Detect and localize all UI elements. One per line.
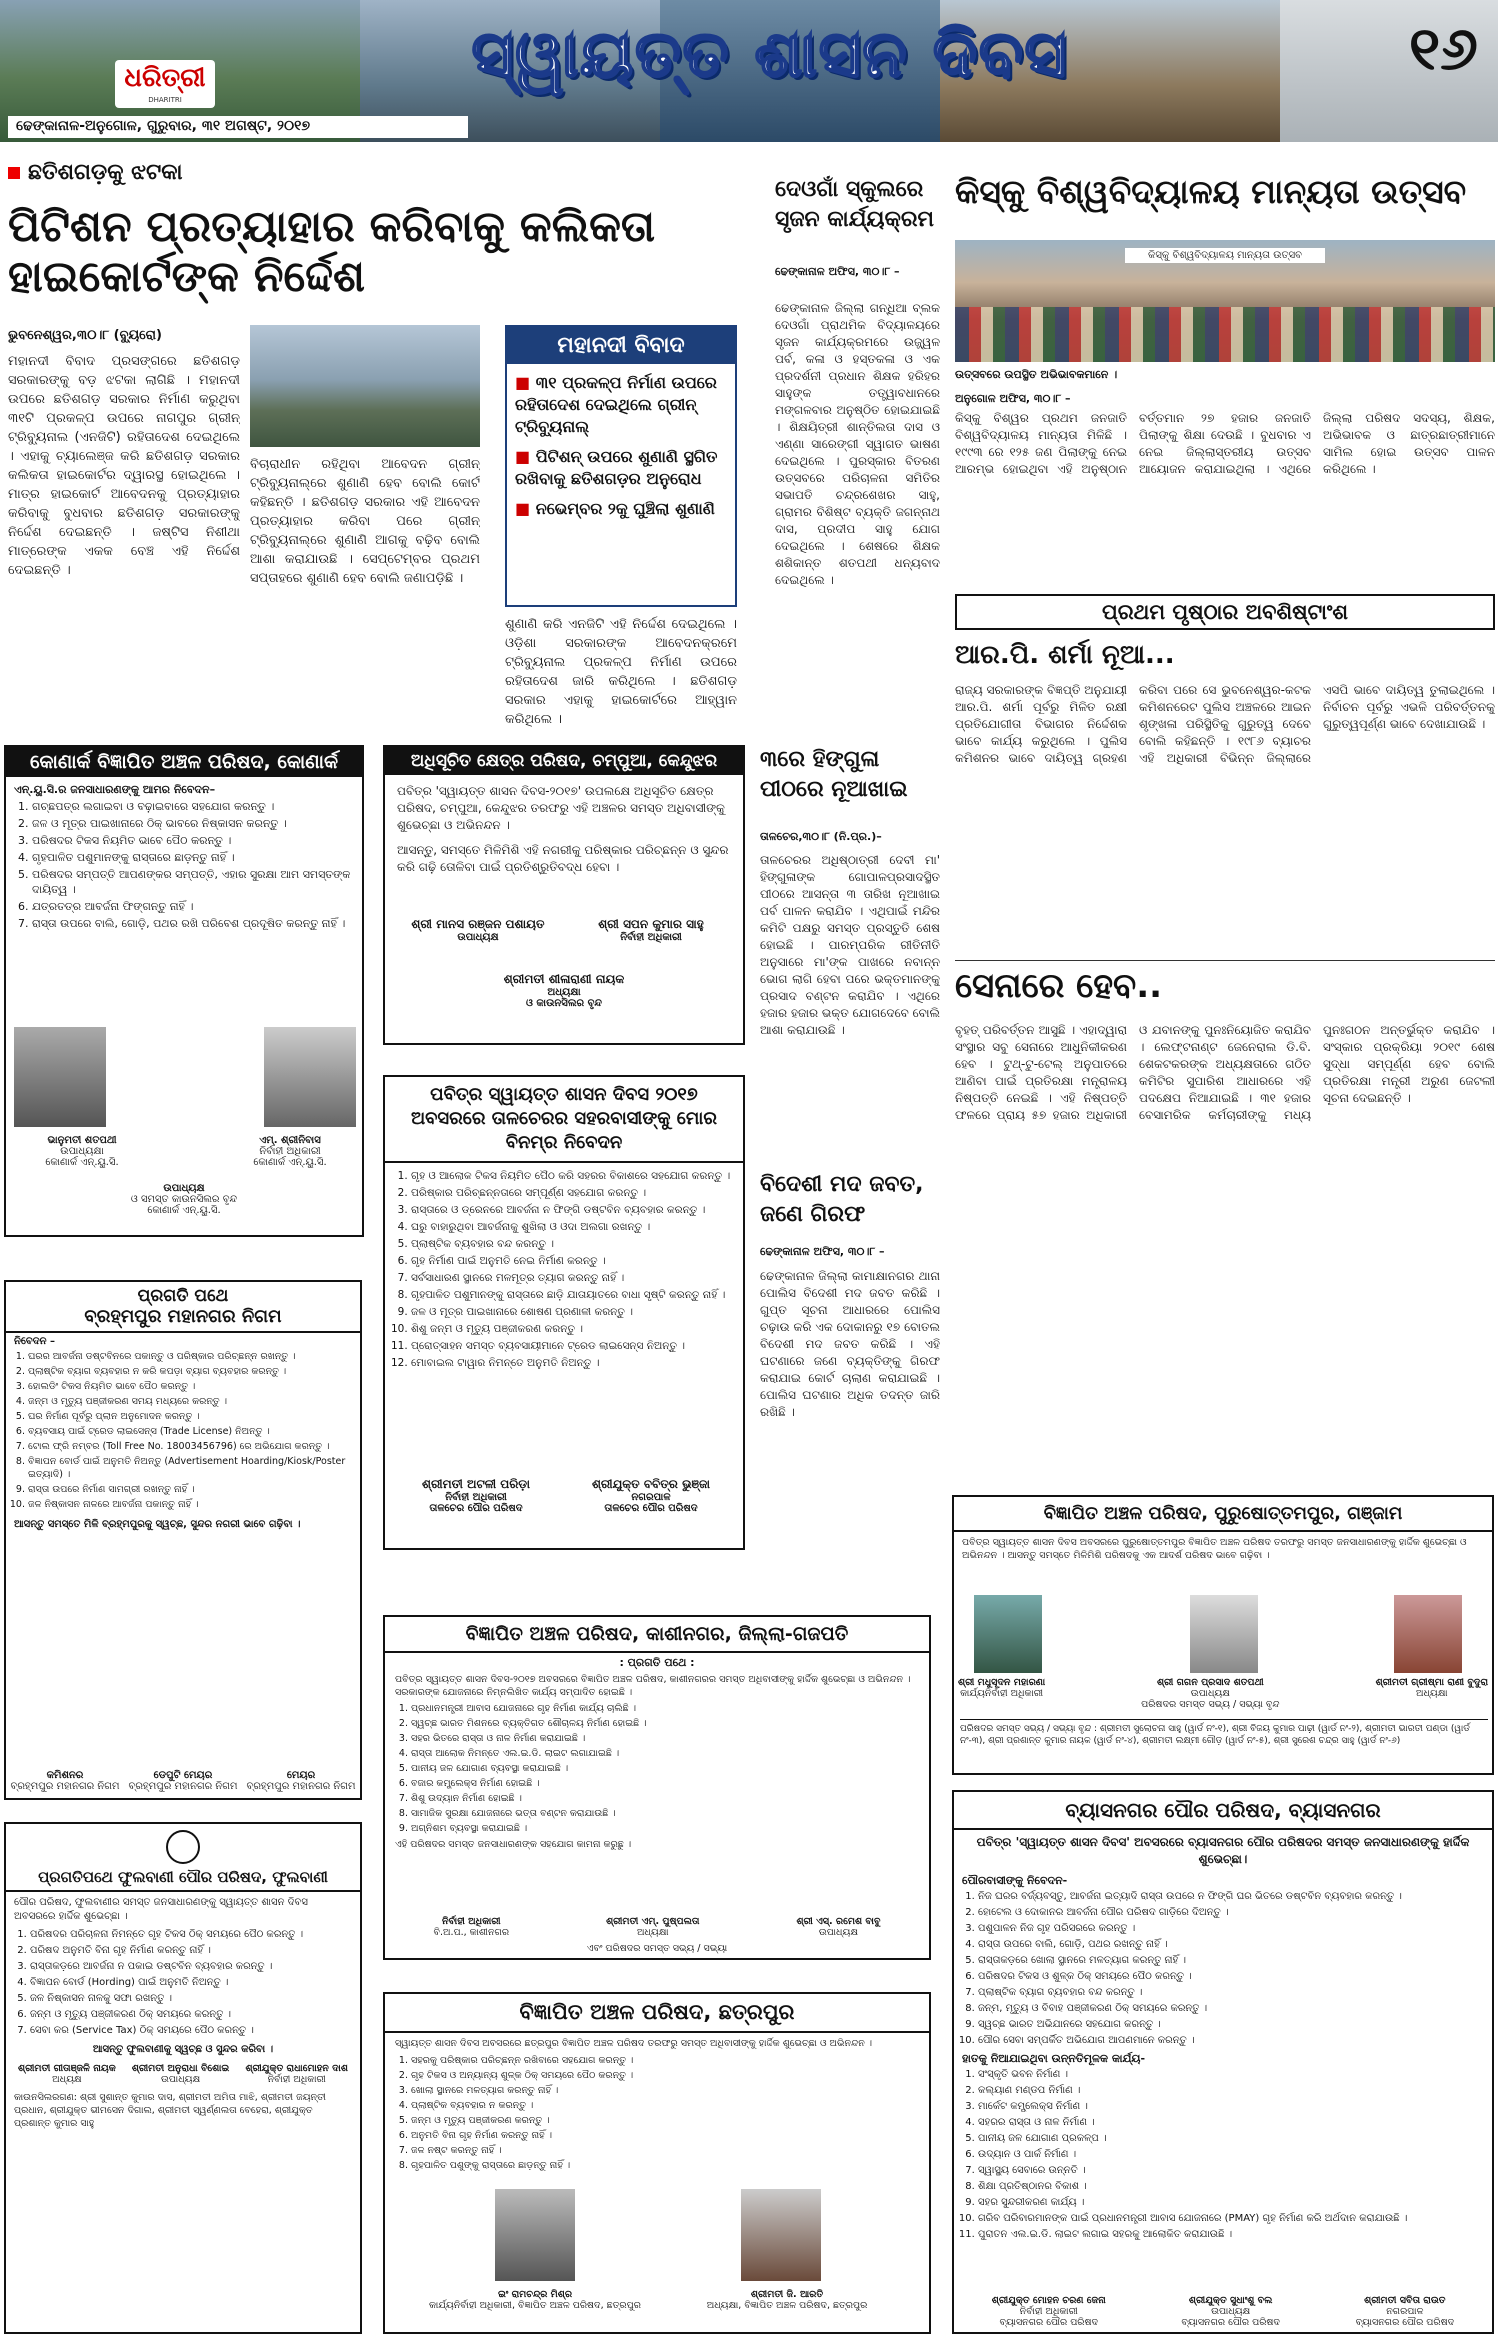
story1-title: ଆର.ପି. ଶର୍ମା ନୂଆ... [955, 640, 1175, 670]
list-item: 2. ପରିଷଦ ଅନୁମତି ବିନା ଗୃହ ନିର୍ମାଣ କରନ୍ତୁ ନାହିଁ । [30, 1944, 352, 1958]
talcher-list [385, 1163, 743, 1371]
talcher-sig1: ଶ୍ରୀମତୀ ଅଟଳୀ ପରିଡ଼ା ନିର୍ବାହୀ ଅଧିକାରୀ ତାଳଚେର ପୌର ପରିଷଦ [422, 1477, 530, 1514]
kicker-text: ଛତିଶଗଡ଼କୁ ଝଟକା [28, 160, 183, 185]
list-item: 8. ଶିକ୍ଷା ପ୍ରତିଷ୍ଠାନର ବିକାଶ । [978, 2180, 1484, 2194]
byasanagar-sig1: ଶ୍ରୀଯୁକ୍ତ ମୋହନ ଚରଣ ଜେନା ନିର୍ବାହୀ ଅଧିକାରୀ ବ୍ୟାସନଗର ପୌର ପରିଷଦ [991, 2295, 1106, 2328]
page-title: ସ୍ୱାୟତ୍ତ ଶାସନ ଦିବସ [471, 18, 1069, 92]
list-item: 5. ରାସ୍ତାକଡ଼ରେ ଖୋଲା ସ୍ଥାନରେ ମଳତ୍ୟାଗ କରନ୍ତୁ ନାହିଁ । [978, 1954, 1484, 1968]
chhatrapur-list [385, 2054, 929, 2172]
purushottampur-photo-1 [974, 1595, 1042, 1673]
purushottampur-intro: ପବିତ୍ର ସ୍ୱାୟତ୍ତ ଶାସନ ଦିବସ ଅବସରରେ ପୁରୁଷୋତ୍ତମପୁର ବିଜ୍ଞାପିତ ଅଞ୍ଚଳ ପରିଷଦ ତରଫରୁ ସମସ୍ତ ଜନସାଧାରଣଙ୍କୁ ହାର୍ଦ୍ଦିକ ଶୁଭେଚ୍ଛା ଓ ଅଭିନନ୍ଦନ । ଆସନ୍ତୁ ସମସ୍ତେ ମିଳିମିଶି ପରିଷଦକୁ ଏକ ଆଦର୍ଶ ପରିଷଦ ଭାବେ ଗଢ଼ିବା । [962, 1537, 1467, 1561]
kashinagar-closing: ଏହି ପରିଷଦର ସମସ୍ତ ଜନସାଧାରଣଙ୍କ ସହଯୋଗ କାମନା କରୁଛୁ । [395, 1839, 632, 1850]
brahmapur-intro: ନିବେଦନ – [14, 1336, 55, 1347]
list-item: 1. ନିଜ ଘରର ବର୍ଜ୍ୟବସ୍ତୁ, ଆବର୍ଜନା ଇତ୍ୟାଦି ରାସ୍ତା ଉପରେ ନ ଫିଙ୍ଗି ଘର ଭିତରେ ଡଷ୍ଟବିନ ବ୍ୟବହାର କରନ୍ତୁ । [978, 1890, 1484, 1904]
phulbani-list [6, 1928, 360, 2038]
divider [955, 960, 1495, 961]
list-item: 4. ଗୃହପାଳିତ ପଶୁମାନଙ୍କୁ ରାସ୍ତାରେ ଛାଡ଼ନ୍ତୁ ନାହିଁ । [32, 850, 352, 865]
purushottampur-ad [952, 1495, 1494, 1775]
byasanagar-sig3: ଶ୍ରୀମତୀ ସବିତା ରାଉତ ନଗରପାଳ ବ୍ୟାସନଗର ପୌର ପରିଷଦ [1355, 2295, 1455, 2328]
list-item: 2. ପରିଷ୍କାର ପରିଚ୍ଛନ୍ନତାରେ ସମ୍ପୂର୍ଣ୍ଣ ସହଯୋଗ କରନ୍ତୁ । [411, 1186, 733, 1201]
phulbani-intro: ପୌର ପରିଷଦ, ଫୁଲବାଣୀର ସମସ୍ତ ଜନସାଧାରଣଙ୍କୁ ସ୍ୱାୟତ୍ତ ଶାସନ ଦିବସ ଅବସରରେ ହାର୍ଦ୍ଦିକ ଶୁଭେଚ୍ଛା । [14, 1897, 308, 1922]
kashinagar-intro: ପବିତ୍ର ସ୍ୱାୟତ୍ତ ଶାସନ ଦିବସ-୨୦୧୭ ଅବସରରେ ବିଜ୍ଞାପିତ ଅଞ୍ଚଳ ପରିଷଦ, କାଶୀନଗରର ସମସ୍ତ ଅଧିବାସୀଙ୍କୁ ହାର୍ଦ୍ଦିକ ଶୁଭେଚ୍ଛା ଓ ଅଭିନନ୍ଦନ । ସରକାରଙ୍କ ଯୋଜନାରେ ନିମ୍ନଲିଖିତ କାର୍ଯ୍ୟ ସମ୍ପାଦିତ ହୋଇଛି । [395, 1674, 911, 1698]
list-item: 3. ସହର ଭିତରେ ରାସ୍ତା ଓ ନାଳ ନିର୍ମାଣ କରାଯାଇଛି । [411, 1732, 919, 1745]
list-item: 1. ପ୍ରଧାନମନ୍ତ୍ରୀ ଆବାସ ଯୋଜନାରେ ଗୃହ ନିର୍ମାଣ କାର୍ଯ୍ୟ ଚାଲିଛି । [411, 1702, 919, 1715]
page-number: ୧୬ [1409, 14, 1478, 84]
lead-col1: ମହାନଦୀ ବିବାଦ ପ୍ରସଙ୍ଗରେ ଛତିଶଗଡ଼ ସରକାରଙ୍କୁ ବଡ଼ ଝଟକା ଲାଗିଛି । ମହାନଦୀ ଉପରେ ଛତିଶଗଡ଼ ସରକାର ନିର୍ମାଣ କରୁଥିବା ୩୧ଟି ପ୍ରକଳ୍ପ ଉପରେ ନାଗପୁର ଗ୍ରୀନ୍ ଟ୍ରିବ୍ୟୁନାଲ (ଏନଜିଟି) ରହିତାଦେଶ ଦେଇଥିଲେ । ଏହାକୁ ଚ୍ୟାଲେଞ୍ଜ କରି ଛତିଶଗଡ଼ ସରକାର କଲିକତା ହାଇକୋର୍ଟର ଦ୍ୱାରସ୍ଥ ହୋଇଥିଲେ । ମାତ୍ର ହାଇକୋର୍ଟ ଆବେଦନକୁ ପ୍ରତ୍ୟାହାର କରିବାକୁ ବୁଧବାର ଛତିଶଗଡ଼ ସରକାରଙ୍କୁ ନିର୍ଦ୍ଦେଶ ଦେଇଛନ୍ତି । ଜଷ୍ଟିସ ନିଶୀଥା ମାତ୍ରେଙ୍କ ଏକକ ବେଞ୍ଚ ଏହି ନିର୍ଦ୍ଦେଶ ଦେଇଛନ୍ତି । [8, 354, 240, 578]
konark-intro: ଏନ୍.ୟୁ.ସି.ର ଜନସାଧାରଣଙ୍କୁ ଆମର ନିବେଦନ– [14, 783, 216, 796]
lead-headline: ପିଟିଶନ ପ୍ରତ୍ୟାହାର କରିବାକୁ କଲିକତା ହାଇକୋର୍ଟଙ୍କ ନିର୍ଦ୍ଦେଶ [8, 202, 656, 302]
list-item: 2. ସ୍ୱଚ୍ଛ ଭାରତ ମିଶନରେ ବ୍ୟକ୍ତିଗତ ଶୌଚାଳୟ ନିର୍ମାଣ ହୋଇଛି । [411, 1717, 919, 1730]
phulbani-closing: ଆସନ୍ତୁ ଫୁଲବାଣୀକୁ ସ୍ୱଚ୍ଛ ଓ ସୁନ୍ଦର କରିବା । [92, 2044, 274, 2055]
konark-ad [4, 745, 364, 1237]
list-item: 5. ପ୍ଲାଷ୍ଟିକ ବ୍ୟବହାର ବନ୍ଦ କରନ୍ତୁ । [411, 1237, 733, 1252]
kisku-photo [955, 240, 1495, 362]
phulbani-sig2: ଶ୍ରୀମତୀ ଅନୁରାଧା ବିଶୋଇ ଉପାଧ୍ୟକ୍ଷ [131, 2063, 230, 2085]
list-item: 4. ରାସ୍ତା ଉପରେ ବାଲି, ଗୋଡ଼ି, ପଥର ରଖନ୍ତୁ ନାହିଁ । [978, 1938, 1484, 1952]
kashinagar-sig1: ନିର୍ବାହୀ ଅଧିକାରୀ ବି.ଅ.ପ., କାଶୀନଗର [433, 1916, 510, 1938]
list-item: 7. ସେବା କର (Service Tax) ଠିକ୍ ସମୟରେ ପୈଠ କରନ୍ତୁ । [30, 2024, 352, 2038]
list-item: 3. ରାସ୍ତାକଡ଼ରେ ଆବର୍ଜନା ନ ପକାଇ ଡଷ୍ଟବିନ ବ୍ୟବହାର କରନ୍ତୁ । [30, 1960, 352, 1974]
kashinagar-sigs [385, 1916, 929, 1938]
dharitri-logo [115, 60, 215, 108]
list-item: 4. ଘରୁ ବାହାରୁଥିବା ଆବର୍ଜନାକୁ ଶୁଖିଲା ଓ ଓଦା ଅଲଗା ରଖନ୍ତୁ । [411, 1220, 733, 1235]
list-item: 8. ବିଜ୍ଞାପନ ବୋର୍ଡ ପାଇଁ ଅନୁମତି ନିଅନ୍ତୁ (Advertisement Hoarding/Kiosk/Poster ଇତ୍ୟାଦି) । [28, 1455, 352, 1481]
list-item: 5. ଜନ୍ମ ଓ ମୃତ୍ୟୁ ପଞ୍ଜୀକରଣ କରନ୍ତୁ । [411, 2114, 919, 2127]
byasanagar-requests [954, 1890, 1492, 2048]
kicker-bullet-icon [8, 167, 20, 179]
purushottampur-photo-2 [1190, 1595, 1258, 1673]
chhatrapur-sig2: ଶ୍ରୀମତୀ ଜି. ଆରତି ଅଧ୍ୟକ୍ଷା, ବିଜ୍ଞାପିତ ଅଞ୍ଚଳ ପରିଷଦ, ଛତ୍ରପୁର [706, 2289, 868, 2311]
phulbani-councillors: କାଉନସିଲରଗଣ: ଶ୍ରୀ ସୁଶାନ୍ତ କୁମାର ଦାସ, ଶ୍ରୀମତୀ ଅମିତା ମାଝି, ଶ୍ରୀମତୀ ଜୟନ୍ତୀ ପ୍ରଧାନ, ଶ୍ରୀଯୁକ୍ତ ଭୀମସେନ ଦିଗାଲ, ଶ୍ରୀମତୀ ସ୍ୱର୍ଣ୍ଣଲତା ବେହେରା, ଶ୍ରୀଯୁକ୍ତ ପ୍ରଶାନ୍ତ କୁମାର ସାହୁ [14, 2092, 326, 2129]
purushottampur-members: ପରିଷଦର ସମସ୍ତ ସଭ୍ୟ / ସଭ୍ୟା ବୃନ୍ଦ : ଶ୍ରୀମତୀ ସୁଲୋଚନା ସାହୁ (ୱାର୍ଡ ନଂ-୧), ଶ୍ରୀ ବିଜୟ କୁମାର ପାଢ଼ୀ (ୱାର୍ଡ ନଂ-୨), ଶ୍ରୀମତୀ ଭାରତୀ ପଣ୍ଡା (ୱାର୍ଡ ନଂ-୩), ଶ୍ରୀ ପ୍ରଶାନ୍ତ କୁମାର ନାୟକ (ୱାର୍ଡ ନଂ-୪), ଶ୍ରୀମତୀ ଲକ୍ଷ୍ମୀ ଗୌଡ଼ (ୱାର୍ଡ ନଂ-୫), ଶ୍ରୀ ସୁରେଶ ଚନ୍ଦ୍ର ସାହୁ (ୱାର୍ଡ ନଂ-୬) [960, 1719, 1488, 1747]
list-item: 5. ପାନୀୟ ଜଳ ଯୋଗାଣ ପ୍ରକଳ୍ପ । [978, 2132, 1484, 2146]
list-item: 5. ପରିଷଦର ସମ୍ପତ୍ତି ଆପଣଙ୍କର ସମ୍ପତ୍ତି, ଏହାର ସୁରକ୍ଷା ଆମ ସମସ୍ତଙ୍କ ଦାୟିତ୍ୱ । [32, 867, 352, 897]
story1-body: ରାଜ୍ୟ ସରକାରଙ୍କ ବିଜ୍ଞପ୍ତି ଅନୁଯାୟୀ ଆର.ପି. ଶର୍ମା ପୂର୍ବରୁ ମିଳିତ ରକ୍ଷୀ ପ୍ରତିଯୋଗୀତା ବିଭାଗର ନିର୍ଦ୍ଦେଶକ ଭାବେ କାର୍ଯ୍ୟ କରୁଥିଲେ । ପୁଲିସ କମିଶନର ଭାବେ ଦାୟିତ୍ୱ ଗ୍ରହଣ କରିବା ପରେ ସେ ଭୁବନେଶ୍ୱର-କଟକ କମିଶନରେଟ ପୁଲିସ ଅଞ୍ଚଳରେ ଆଇନ ଶୃଙ୍ଖଳା ପରିସ୍ଥିତିକୁ ଗୁରୁତ୍ୱ ଦେବେ ବୋଲି କହିଛନ୍ତି । ୧୯୮୬ ବ୍ୟାଚର ଏହି ଅଧିକାରୀ ବିଭିନ୍ନ ଜିଲ୍ଲାରେ ଏସପି ଭାବେ ଦାୟିତ୍ୱ ତୁଲାଇଥିଲେ । ନିର୍ବାଚନ ପୂର୍ବରୁ ଏଭଳି ପରିବର୍ତ୍ତନକୁ ଗୁରୁତ୍ୱପୂର୍ଣ୍ଣ ଭାବେ ଦେଖାଯାଉଛି । [955, 683, 1495, 765]
purushottampur-sig3: ଶ୍ରୀମତୀ ଗ୍ରୀଷ୍ମା ରାଣୀ ବୁଦୁରା ଅଧ୍ୟକ୍ଷା [1375, 1677, 1488, 1699]
chhatrapur-ad [383, 1992, 931, 2334]
list-item: 3. ପରିଷଦର ଟିକସ ନିୟମିତ ଭାବେ ପୈଠ କରନ୍ତୁ । [32, 833, 352, 848]
konark-sig1: ଭାନୁମତୀ ଶତପଥୀ ଉପାଧ୍ୟକ୍ଷା କୋଣାର୍କ ଏନ୍.ୟୁ.ସି. [45, 1135, 119, 1168]
list-item: 4. ବିଜ୍ଞାପନ ବୋର୍ଡ (Hording) ପାଇଁ ଅନୁମତି ନିଅନ୍ତୁ । [30, 1976, 352, 1990]
brahmapur-sigs [6, 1770, 360, 1792]
brahmapur-sig3: ମେୟର ବ୍ରହ୍ମପୁର ମହାନଗର ନିଗମ [246, 1770, 356, 1792]
byasanagar-req-head: ପୌରବାସୀଙ୍କୁ ନିବେଦନ- [962, 1874, 1068, 1887]
hinglaj-dateline: ତାଳଚେର,୩୦।୮ (ନି.ପ୍ର.)– [760, 830, 882, 843]
first-page-rest-banner: ପ୍ରଥମ ପୃଷ୍ଠାର ଅବଶିଷ୍ଟାଂଶ [955, 594, 1495, 630]
list-item: 3. ପଶୁପାଳନ ନିଜ ଗୃହ ପରିସରରେ କରନ୍ତୁ । [978, 1922, 1484, 1936]
chhatrapur-photo-1 [495, 2189, 575, 2281]
kisku-body: କିସ୍‌କୁ ବିଶ୍ୱର ପ୍ରଥମ ଜନଜାତି ବିଶ୍ୱବିଦ୍ୟାଳୟ ମାନ୍ୟତା ମିଳିଛି । ୧୯୯୩ ରେ ୧୨୫ ଜଣ ପିଲାଙ୍କୁ ନେଇ ଆରମ୍ଭ ହୋଇଥିବା ଏହି ଅନୁଷ୍ଠାନ ବର୍ତ୍ତମାନ ୨୭ ହଜାର ଜନଜାତି ପିଲାଙ୍କୁ ଶିକ୍ଷା ଦେଉଛି । ବୁଧବାର ଏ ନେଇ ଜିଲ୍ଲାସ୍ତରୀୟ ଉତ୍ସବ ଆୟୋଜନ କରାଯାଇଥିଲା । ଏଥିରେ ଜିଲ୍ଲା ପରିଷଦ ସଦସ୍ୟ, ଶିକ୍ଷକ, ଅଭିଭାବକ ଓ ଛାତ୍ରଛାତ୍ରୀମାନେ ସାମିଲ ହୋଇ ଉତ୍ସବ ପାଳନ କରିଥିଲେ । [955, 411, 1495, 476]
talcher-sig2: ଶ୍ରୀଯୁକ୍ତ ବବିତ୍ର ଭୁଞ୍ଜା ନଗରପାଳ ତାଳଚେର ପୌର ପରିଷଦ [591, 1477, 711, 1514]
chhatrapur-title: ବିଜ୍ଞାପିତ ଅଞ୍ଚଳ ପରିଷଦ, ଛତ୍ରପୁର [385, 1994, 929, 2033]
lead-col3: ଶୁଣାଣି କରି ଏନଜିଟି ଏହି ନିର୍ଦ୍ଦେଶ ଦେଇଥିଲେ । ଓଡ଼ିଶା ସରକାରଙ୍କ ଆବେଦନକ୍ରମେ ଟ୍ରିବ୍ୟୁନାଲ ପ୍ରକଳ୍ପ ନିର୍ମାଣ ଉପରେ ରହିତାଦେଶ ଜାରି କରିଥିଲେ । ଛତିଶଗଡ଼ ସରକାର ଏହାକୁ ହାଇକୋର୍ଟରେ ଆହ୍ୱାନ କରିଥିଲେ । [505, 617, 737, 727]
list-item: 6. ଯତ୍ରତତ୍ର ଆବର୍ଜନା ଫିଙ୍ଗନ୍ତୁ ନାହିଁ । [32, 899, 352, 914]
brahmapur-sig1: କମିଶନର ବ୍ରହ୍ମପୁର ମହାନଗର ନିଗମ [10, 1770, 120, 1792]
factbox-point-2: ■ ପିଟିଶନ୍ ଉପରେ ଶୁଣାଣି ସ୍ଥଗିତ ରଖିବାକୁ ଛତିଶଗଡ଼ର ଅନୁରୋଧ [515, 447, 718, 488]
kashinagar-ad [383, 1615, 931, 1960]
kashinagar-subtitle: : ପ୍ରଗତି ପଥେ : [619, 1656, 695, 1669]
story2-body: ବୃହତ୍ ପରିବର୍ତ୍ତନ ଆସୁଛି । ଏହାଦ୍ୱାରା ସଂସ୍ଥାର ସବୁ ସେନାରେ ଆଧୁନିକୀକରଣ ହେବ । ଟୁଥ୍-ଟୁ-ଟେଲ୍ ଅନୁପାତରେ ଆଣିବା ପାଇଁ ପ୍ରତିରକ୍ଷା ମନ୍ତ୍ରାଳୟ ନିଷ୍ପତ୍ତି ନେଇଛି । ଏହି ନିଷ୍ପତ୍ତି ଫଳରେ ପ୍ରାୟ ୫୭ ହଜାର ଅଧିକାରୀ ଓ ଯବାନଙ୍କୁ ପୁନଃନିୟୋଜିତ କରାଯିବ । ଲେଫ୍ଟନାଣ୍ଟ ଜେନେରାଲ ଡି.ବି. ଶେକଟକରଙ୍କ ଅଧ୍ୟକ୍ଷତାରେ ଗଠିତ କମିଟିର ସୁପାରିଶ ଆଧାରରେ ଏହି ପଦକ୍ଷେପ ନିଆଯାଇଛି । ୩୧ ହଜାର ବେସାମରିକ କର୍ମଚାରୀଙ୍କୁ ମଧ୍ୟ ପୁନଃଗଠନ ଅନ୍ତର୍ଭୁକ୍ତ କରାଯିବ । ସଂସ୍କାର ପ୍ରକ୍ରିୟା ୨୦୧୯ ଶେଷ ସୁଦ୍ଧା ସମ୍ପୂର୍ଣ୍ଣ ହେବ ବୋଲି ପ୍ରତିରକ୍ଷା ମନ୍ତ୍ରୀ ଅରୁଣ ଜେଟଲୀ ସୂଚନା ଦେଇଛନ୍ତି । [955, 1023, 1495, 1122]
list-item: 7. ଶିଶୁ ଉଦ୍ୟାନ ନିର୍ମାଣ ହୋଇଛି । [411, 1792, 919, 1805]
lead-col2: ବିଚାରାଧୀନ ରହିଥିବା ଆବେଦନ ଗ୍ରୀନ୍ ଟ୍ରିବ୍ୟୁନାଲ୍‌ରେ ଶୁଣାଣି ହେବ ବୋଲି କୋର୍ଟ କହିଛନ୍ତି । ଛତିଶଗଡ଼ ସରକାର ଏହି ଆବେଦନ ପ୍ରତ୍ୟାହାର କରିବା ପରେ ଗ୍ରୀନ୍ ଟ୍ରିବ୍ୟୁନାଲ୍‌ରେ ଶୁଣାଣି ଆଗକୁ ବଢ଼ିବ ବୋଲି ଆଶା କରାଯାଉଛି । ସେପ୍ଟେମ୍ବର ପ୍ରଥମ ସପ୍ତାହରେ ଶୁଣାଣି ହେବ ବୋଲି ଜଣାପଡ଼ିଛି । [250, 457, 480, 586]
konark-sig2: ଏମ୍. ଶ୍ରୀନିବାସ ନିର୍ବାହୀ ଅଧିକାରୀ କୋଣାର୍କ ଏନ୍.ୟୁ.ସି. [253, 1135, 327, 1168]
talcher-ad [383, 1075, 745, 1550]
kashinagar-title: ବିଜ୍ଞାପିତ ଅଞ୍ଚଳ ପରିଷଦ, କାଶୀନଗର, ଜିଲ୍ଲା-ଗଜପତି [385, 1617, 929, 1653]
list-item: 6. ବଜାର କମ୍ପ୍ଲେକ୍ସ ନିର୍ମାଣ ହୋଇଛି । [411, 1777, 919, 1790]
list-item: 3. ଖୋଲା ସ୍ଥାନରେ ମଳତ୍ୟାଗ କରନ୍ତୁ ନାହିଁ । [411, 2084, 919, 2097]
list-item: 5. ଘର ନିର୍ମାଣ ପୂର୍ବରୁ ପ୍ଲାନ ଅନୁମୋଦନ କରନ୍ତୁ । [28, 1410, 352, 1423]
brahmapur-title1: ପ୍ରଗତି ପଥେ [137, 1286, 229, 1306]
list-item: 10. ଶିଶୁ ଜନ୍ମ ଓ ମୃତ୍ୟୁ ପଞ୍ଜୀକରଣ କରନ୍ତୁ । [411, 1322, 733, 1337]
kisku-banner: କିସ୍‌କୁ ବିଶ୍ୱବିଦ୍ୟାଳୟ ମାନ୍ୟତା ଉତ୍ସବ [1125, 248, 1325, 263]
byasanagar-title: ବ୍ୟାସନଗର ପୌର ପରିଷଦ, ବ୍ୟାସନଗର [954, 1792, 1492, 1830]
lead-kicker [8, 160, 748, 190]
logo-text: ଧରିତ୍ରୀ [124, 63, 206, 93]
list-item: 7. ସର୍ବସାଧାରଣ ସ୍ଥାନରେ ମଳମୂତ୍ର ତ୍ୟାଗ କରନ୍ତୁ ନାହିଁ । [411, 1271, 733, 1286]
list-item: 3. ମାର୍କେଟ କମ୍ପ୍ଲେକ୍ସ ନିର୍ମାଣ । [978, 2100, 1484, 2114]
mahanadi-factbox [505, 325, 737, 607]
list-item: 12. ମୋବାଇଲ ଟାୱାର ନିମନ୍ତେ ଅନୁମତି ନିଅନ୍ତୁ । [411, 1356, 733, 1371]
phulbani-ad [4, 1822, 362, 2334]
phulbani-sigs [6, 2059, 360, 2089]
purushottampur-sigs [954, 1677, 1492, 1710]
kisku-dateline: ଅନୁଗୋଳ ଅଫିସ, ୩୦।୮ – [955, 392, 1071, 405]
kisku-crowd [955, 307, 1495, 362]
konark-photo-2 [264, 1027, 356, 1127]
kashinagar-list [385, 1702, 929, 1835]
byasanagar-subtitle: ପବିତ୍ର 'ସ୍ୱାୟତ୍ତ ଶାସନ ଦିବସ' ଅବସରରେ ବ୍ୟାସନଗର ପୌର ପରିଷଦର ସମସ୍ତ ଜନସାଧାରଣଙ୍କୁ ହାର୍ଦ୍ଦିକ ଶୁଭେଚ୍ଛା। [976, 1835, 1470, 1866]
list-item: 9. ଅଗ୍ନିଶମ ବ୍ୟବସ୍ଥା କରାଯାଇଛି । [411, 1822, 919, 1835]
list-item: 7. ପ୍ଲାଷ୍ଟିକ ବ୍ୟାଗ ବ୍ୟବହାର ବନ୍ଦ କରନ୍ତୁ । [978, 1986, 1484, 2000]
champua-body: ପବିତ୍ର 'ସ୍ୱାୟତ୍ତ ଶାସନ ଦିବସ-୨୦୧୭' ଉପଲକ୍ଷେ ଅଧିସୂଚିତ କ୍ଷେତ୍ର ପରିଷଦ, ଚମ୍ପୁଆ, କେନ୍ଦୁଝର ତରଫରୁ ଏହି ଅଞ୍ଚଳର ସମସ୍ତ ଅଧିବାସୀଙ୍କୁ ଶୁଭେଚ୍ଛା ଓ ଅଭିନନ୍ଦନ । [397, 784, 725, 832]
list-item: 9. ସ୍ୱଚ୍ଛ ଭାରତ ଅଭିଯାନରେ ସହଯୋଗ କରନ୍ତୁ । [978, 2018, 1484, 2032]
byasanagar-work-head: ହାତକୁ ନିଆଯାଇଥିବା ଉନ୍ନତିମୂଳକ କାର୍ଯ୍ୟ- [962, 2052, 1146, 2065]
list-item: 7. ସ୍ୱାସ୍ଥ୍ୟ ସେବାରେ ଉନ୍ନତି । [978, 2164, 1484, 2178]
liquor-headline: ବିଦେଶୀ ମଦ ଜବତ, ଜଣେ ଗିରଫ [760, 1172, 924, 1227]
champua-sig3: ଶ୍ରୀମତୀ ଶୀଳାରାଣୀ ନାୟକ ଅଧ୍ୟକ୍ଷା ଓ କାଉନସିଲର ବୃନ୍ଦ [503, 972, 625, 1009]
byasanagar-sigs [954, 2295, 1492, 2328]
list-item: 6. ଉଦ୍ୟାନ ଓ ପାର୍କ ନିର୍ମାଣ । [978, 2148, 1484, 2162]
konark-title: କୋଣାର୍କ ବିଜ୍ଞାପିତ ଅଞ୍ଚଳ ପରିଷଦ, କୋଣାର୍କ [6, 747, 362, 777]
konark-footer: ଉପାଧ୍ୟକ୍ଷ ଓ ସମସ୍ତ କାଉନସିଲର ବୃନ୍ଦ କୋଣାର୍କ ଏନ୍.ୟୁ.ସି. [130, 1183, 238, 1216]
list-item: 8. ସାମାଜିକ ସୁରକ୍ଷା ଯୋଜନାରେ ଭତ୍ତା ବଣ୍ଟନ କରାଯାଉଛି । [411, 1807, 919, 1820]
talcher-title: ପବିତ୍ର ସ୍ୱାୟତ୍ତ ଶାସନ ଦିବସ ୨୦୧୭ ଅବସରରେ ତାଳଚେରର ସହରବାସୀଙ୍କୁ ମୋର ବିନମ୍ର ନିବେଦନ [385, 1077, 743, 1163]
list-item: 7. ଜଳ ନଷ୍ଟ କରନ୍ତୁ ନାହିଁ । [411, 2144, 919, 2157]
brahmapur-list [6, 1350, 360, 1511]
phulbani-title: ପ୍ରଗତିପଥେ ଫୁଲବାଣୀ ପୌର ପରିଷଦ, ଫୁଲବାଣୀ [6, 1864, 360, 1892]
list-item: 1. ଘରର ଆବର୍ଜନା ଡଷ୍ଟବିନରେ ପକାନ୍ତୁ ଓ ପରିଷ୍କାର ପରିଚ୍ଛନ୍ନ ରଖନ୍ତୁ । [28, 1350, 352, 1363]
list-item: 1. ସଂସ୍କୃତି ଭବନ ନିର୍ମାଣ । [978, 2068, 1484, 2082]
list-item: 2. ଗୃହ ଟିକସ ଓ ଅନ୍ୟାନ୍ୟ ଶୁଳ୍କ ଠିକ୍ ସମୟରେ ପୈଠ କରନ୍ତୁ । [411, 2069, 919, 2082]
list-item: 3. ହୋଲଡିଂ ଟିକସ ନିୟମିତ ଭାବେ ପୈଠ କରନ୍ତୁ । [28, 1380, 352, 1393]
list-item: 1. ପରିଷଦର ପରିଚାଳନା ନିମନ୍ତେ ଗୃହ ଟିକସ ଠିକ୍ ସମୟରେ ପୈଠ କରନ୍ତୁ । [30, 1928, 352, 1942]
list-item: 7. ଟୋଲ ଫ୍ରି ନମ୍ବର (Toll Free No. 18003456796) ରେ ଅଭିଯୋଗ କରନ୍ତୁ । [28, 1440, 352, 1453]
champua-sig2: ଶ୍ରୀ ସପନ କୁମାର ସାହୁ ନିର୍ବାହୀ ଅଧିକାରୀ [598, 917, 704, 943]
story2-title: ସେନାରେ ହେବ.. [955, 966, 1163, 1006]
kashinagar-footer: ଏବଂ ପରିଷଦର ସମସ୍ତ ସଭ୍ୟ / ସଭ୍ୟା [586, 1943, 728, 1954]
liquor-body: ଢେଙ୍କାନାଳ ଜିଲ୍ଲା କାମାକ୍ଷାନଗର ଥାନା ପୋଲିସ ବିଦେଶୀ ମଦ ଜବତ କରିଛି । ଗୁପ୍ତ ସୂଚନା ଆଧାରରେ ପୋଲିସ ଚଢ଼ାଉ କରି ଏକ ଦୋକାନରୁ ୧୭ ବୋତଲ ବିଦେଶୀ ମଦ ଜବତ କରିଛି । ଏହି ଘଟଣାରେ ଜଣେ ବ୍ୟକ୍ତିଙ୍କୁ ଗିରଫ କରାଯାଇ କୋର୍ଟ ଚାଲାଣ କରାଯାଇଛି । ପୋଲିସ ଘଟଣାର ଅଧିକ ତଦନ୍ତ ଜାରି ରଖିଛି । [760, 1269, 940, 1419]
edition-dateline: ଢେଙ୍କାନାଳ-ଅନୁଗୋଳ, ଗୁରୁବାର, ୩୧ ଅଗଷ୍ଟ, ୨୦୧୭ [8, 116, 468, 138]
list-item: 2. ଜଳ ଓ ମୂତ୍ର ପାଇଖାନାରେ ଠିକ୍ ଭାବରେ ନିଷ୍କାସନ କରନ୍ତୁ । [32, 816, 352, 831]
list-item: 11. ପ୍ରୋତ୍ସାହନ ସମସ୍ତ ବ୍ୟବସାୟୀମାନେ ଟ୍ରେଡ ଲାଇସେନ୍ସ ନିଅନ୍ତୁ । [411, 1339, 733, 1354]
list-item: 5. ଜଳ ନିଷ୍କାସନ ନାଳକୁ ସଫା ରଖନ୍ତୁ । [30, 1992, 352, 2006]
phulbani-sig3: ଶ୍ରୀଯୁକ୍ତ ରାଧାମୋହନ ଦାଶ ନିର୍ବାହୀ ଅଧିକାରୀ [245, 2063, 348, 2085]
phulbani-emblem-icon [166, 1830, 200, 1864]
deogaon-dateline: ଢେଙ୍କାନାଳ ଅଫିସ, ୩୦।୮ – [775, 265, 900, 278]
list-item: 1. ଗଚ୍ଛପତ୍ର ଲଗାଇବା ଓ ବଢ଼ାଇବାରେ ସହଯୋଗ କରନ୍ତୁ । [32, 799, 352, 814]
list-item: 1. ଗୃହ ଓ ଆଲୋକ ଟିକସ ନିୟମିତ ପୈଠ କରି ସହରର ବିକାଶରେ ସହଯୋଗ କରନ୍ତୁ । [411, 1169, 733, 1184]
list-item: 4. ଜନ୍ମ ଓ ମୃତ୍ୟୁ ପଞ୍ଜୀକରଣ ସମୟ ମଧ୍ୟରେ କରନ୍ତୁ । [28, 1395, 352, 1408]
list-item: 2. କଲ୍ୟାଣ ମଣ୍ଡପ ନିର୍ମାଣ । [978, 2084, 1484, 2098]
konark-photo-1 [14, 1027, 106, 1127]
brahmapur-closing: ଆସନ୍ତୁ ସମସ୍ତେ ମିଳି ବ୍ରହ୍ମପୁରକୁ ସ୍ୱଚ୍ଛ, ସୁନ୍ଦର ନଗରୀ ଭାବେ ଗଢ଼ିବା । [14, 1519, 301, 1530]
brahmapur-ad [4, 1280, 362, 1800]
list-item: 2. ପ୍ଲାଷ୍ଟିକ ବ୍ୟାଗ ବ୍ୟବହାର ନ କରି କପଡ଼ା ବ୍ୟାଗ ବ୍ୟବହାର କରନ୍ତୁ । [28, 1365, 352, 1378]
champua-body2: ଆସନ୍ତୁ, ସମସ୍ତେ ମିଳିମିଶି ଏହି ନଗରୀକୁ ପରିଷ୍କାର ପରିଚ୍ଛନ୍ନ ଓ ସୁନ୍ଦର କରି ଗଢ଼ି ତୋଳିବା ପାଇଁ ପ୍ରତିଶ୍ରୁତିବଦ୍ଧ ହେବା । [397, 843, 729, 874]
phulbani-sig1: ଶ୍ରୀମତୀ ଗୀତାଞ୍ଜଳି ନାୟକ ଅଧ୍ୟକ୍ଷ [18, 2063, 116, 2085]
konark-list [6, 799, 362, 931]
purushottampur-sig2: ଶ୍ରୀ ଗଗନ ପ୍ରସାଦ ଶତପଥୀ ଉପାଧ୍ୟକ୍ଷ ପରିଷଦର ସମସ୍ତ ସଭ୍ୟ / ସଭ୍ୟା ବୃନ୍ଦ [1141, 1677, 1280, 1710]
list-item: 10. ଜଳ ନିଷ୍କାସନ ନାଳରେ ଆବର୍ଜନା ପକାନ୍ତୁ ନାହିଁ । [28, 1498, 352, 1511]
champua-ad [383, 745, 745, 1045]
list-item: 6. ଅନୁମତି ବିନା ଗୃହ ନିର୍ମାଣ କରନ୍ତୁ ନାହିଁ । [411, 2129, 919, 2142]
list-item: 10. ଗରିବ ପରିବାରମାନଙ୍କ ପାଇଁ ପ୍ରଧାନମନ୍ତ୍ରୀ ଆବାସ ଯୋଜନାରେ (PMAY) ଗୃହ ନିର୍ମାଣ କରି ଅର୍ଥଦାନ କରାଯାଉଛି । [978, 2212, 1484, 2226]
kisku-headline: କିସ୍‌କୁ ବିଶ୍ୱବିଦ୍ୟାଳୟ ମାନ୍ୟତା ଉତ୍ସବ [955, 172, 1467, 211]
list-item: 9. ରାସ୍ତା ଉପରେ ନିର୍ମାଣ ସାମଗ୍ରୀ ରଖନ୍ତୁ ନାହିଁ । [28, 1483, 352, 1496]
list-item: 9. ଜଳ ଓ ମୂତ୍ର ପାଇଖାନାରେ ଶୋଷଣ ପ୍ରଣାଳୀ କରନ୍ତୁ । [411, 1305, 733, 1320]
list-item: 6. ଜନ୍ମ ଓ ମୃତ୍ୟୁ ପଞ୍ଜୀକରଣ ଠିକ୍ ସମୟରେ କରନ୍ତୁ । [30, 2008, 352, 2022]
purushottampur-title: ବିଜ୍ଞାପିତ ଅଞ୍ଚଳ ପରିଷଦ, ପୁରୁଷୋତ୍ତମପୁର, ଗଞ୍ଜାମ [954, 1497, 1492, 1532]
chhatrapur-sig1: ଇଂ ରାମଚନ୍ଦ୍ର ମିଶ୍ର କାର୍ଯ୍ୟନିର୍ବାହୀ ଅଧିକାରୀ, ବିଜ୍ଞାପିତ ଅଞ୍ଚଳ ପରିଷଦ, ଛତ୍ରପୁର [429, 2289, 641, 2311]
champua-sig1: ଶ୍ରୀ ମାନସ ରଞ୍ଜନ ପଶାୟତ ଉପାଧ୍ୟକ୍ଷ [411, 917, 545, 943]
chhatrapur-photo-2 [741, 2189, 821, 2281]
list-item: 8. ଜନ୍ମ, ମୃତ୍ୟୁ ଓ ବିବାହ ପଞ୍ଜୀକରଣ ଠିକ୍ ସମୟରେ କରନ୍ତୁ । [978, 2002, 1484, 2016]
list-item: 10. ପୌର ସେବା ସମ୍ପର୍କିତ ଅଭିଯୋଗ ଆପଣମାନେ କରନ୍ତୁ । [978, 2034, 1484, 2048]
deogaon-headline: ଦେଓଗାଁ ସ୍କୁଲରେ ସୃଜନ କାର୍ଯ୍ୟକ୍ରମ [775, 177, 934, 232]
lead-dateline: ଭୁବନେଶ୍ୱର,୩୦।୮ (ବ୍ୟୁରୋ) [8, 328, 162, 343]
logo-sub: DHARITRI [148, 96, 182, 104]
list-item: 7. ରାସ୍ତା ଉପରେ ବାଲି, ଗୋଡ଼ି, ପଥର ରଖି ପରିବେଶ ପ୍ରଦୂଷିତ କରନ୍ତୁ ନାହିଁ । [32, 916, 352, 931]
kashinagar-sig2: ଶ୍ରୀମତୀ ଏମ୍. ପୁଷ୍ପଲତା ଅଧ୍ୟକ୍ଷା [606, 1916, 700, 1938]
brahmapur-sig2: ଡେପୁଟି ମେୟର ବ୍ରହ୍ମପୁର ମହାନଗର ନିଗମ [128, 1770, 238, 1792]
brahmapur-title2: ବ୍ରହ୍ମପୁର ମହାନଗର ନିଗମ [6, 1306, 360, 1333]
list-item: 4. ପ୍ଲାଷ୍ଟିକ ବ୍ୟବହାର ନ କରନ୍ତୁ । [411, 2099, 919, 2112]
hinglaj-headline: ୩ରେ ହିଙ୍ଗୁଳା ପୀଠରେ ନୂଆଖାଇ [760, 747, 908, 802]
factbox-point-1: ■ ୩୧ ପ୍ରକଳ୍ପ ନିର୍ମାଣ ଉପରେ ରହିତାଦେଶ ଦେଇଥିଲେ ଗ୍ରୀନ୍ ଟ୍ରିବ୍ୟୁନାଲ୍ [515, 373, 717, 436]
hinglaj-body: ତାଳଚେରର ଅଧିଷ୍ଠାତ୍ରୀ ଦେବୀ ମା' ହିଙ୍ଗୁଳାଙ୍କ ଗୋପାଳପ୍ରସାଦସ୍ଥିତ ପୀଠରେ ଆସନ୍ତା ୩ ତାରିଖ ନୂଆଖାଇ ପର୍ବ ପାଳନ କରାଯିବ । ଏଥିପାଇଁ ମନ୍ଦିର କମିଟି ପକ୍ଷରୁ ସମସ୍ତ ପ୍ରସ୍ତୁତି ଶେଷ ହୋଇଛି । ପାରମ୍ପରିକ ରୀତିନୀତି ଅନୁସାରେ ମା'ଙ୍କ ପାଖରେ ନବାନ୍ନ ଭୋଗ ଲାଗି ହେବା ପରେ ଭକ୍ତମାନଙ୍କୁ ପ୍ରସାଦ ବଣ୍ଟନ କରାଯିବ । ଏଥିରେ ହଜାର ହଜାର ଭକ୍ତ ଯୋଗଦେବେ ବୋଲି ଆଶା କରାଯାଉଛି । [760, 853, 940, 1037]
list-item: 11. ପୁରାତନ ଏଲ.ଇ.ଡି. ଲାଇଟ ଲଗାଇ ସହରକୁ ଆଲୋକିତ କରାଯାଉଛି । [978, 2228, 1484, 2242]
factbox-title: ମହାନଦୀ ବିବାଦ [507, 327, 735, 364]
list-item: 4. ସହରର ରାସ୍ତା ଓ ନାଳ ନିର୍ମାଣ । [978, 2116, 1484, 2130]
liquor-dateline: ଢେଙ୍କାନାଳ ଅଫିସ, ୩୦।୮ – [760, 1245, 885, 1258]
list-item: 4. ରାସ୍ତା ଆଲୋକ ନିମନ୍ତେ ଏଲ.ଇ.ଡି. ଲାଇଟ ଲଗାଯାଇଛି । [411, 1747, 919, 1760]
factbox-point-3: ■ ନଭେମ୍ବର ୨କୁ ଘୁଞ୍ଚିଲା ଶୁଣାଣି [515, 499, 715, 518]
byasanagar-sig2: ଶ୍ରୀଯୁକ୍ତ ସୁଧାଂଶୁ ବଲ ଉପାଧ୍ୟକ୍ଷ ବ୍ୟାସନଗର ପୌର ପରିଷଦ [1181, 2295, 1280, 2328]
deogaon-body: ଢେଙ୍କାନାଳ ଜିଲ୍ଲା ଗନ୍ଧିଆ ବ୍ଲକ ଦେଓଗାଁ ପ୍ରାଥମିକ ବିଦ୍ୟାଳୟରେ ସୃଜନ କାର୍ଯ୍ୟକ୍ରମରେ ଉଜ୍ଜ୍ୱଳ ପର୍ବ, କଳା ଓ ହସ୍ତକଳା ଓ ଏକ ପ୍ରଦର୍ଶନୀ ପ୍ରଧାନ ଶିକ୍ଷକ ହରିହର ସାହୁଙ୍କ ତତ୍ତ୍ୱାବଧାନରେ ମଙ୍ଗଳବାର ଅନୁଷ୍ଠିତ ହୋଇଯାଇଛି । ଶିକ୍ଷୟିତ୍ରୀ ଶାନ୍ତିଲତା ଦାସ ଓ ଏଣ୍ଣା ସାରେଙ୍ଗୀ ସ୍ୱାଗତ ଭାଷଣ ଦେଇଥିଲେ । ପୁରସ୍କାର ବିତରଣ ଉତ୍ସବରେ ପରିଚାଳନା ସମିତିର ସଭାପତି ଚନ୍ଦ୍ରଶେଖର ସାହୁ, ଗ୍ରାମର ବିଶିଷ୍ଟ ବ୍ୟକ୍ତି ଜଗନ୍ନାଥ ଦାସ, ପ୍ରଦୀପ ସାହୁ ଯୋଗ ଦେଇଥିଲେ । ଶେଷରେ ଶିକ୍ଷକ ଶଶିକାନ୍ତ ଶତପଥୀ ଧନ୍ୟବାଦ ଦେଇଥିଲେ । [775, 301, 940, 587]
list-item: 6. ପରିଷଦର ଟିକସ ଓ ଶୁଳ୍କ ଠିକ୍ ସମୟରେ ପୈଠ କରନ୍ତୁ । [978, 1970, 1484, 1984]
champua-title: ଅଧିସୂଚିତ କ୍ଷେତ୍ର ପରିଷଦ, ଚମ୍ପୁଆ, କେନ୍ଦୁଝର [385, 747, 743, 775]
list-item: 6. ଗୃହ ନିର୍ମାଣ ପାଇଁ ଅନୁମତି ନେଇ ନିର୍ମାଣ କରନ୍ତୁ । [411, 1254, 733, 1269]
chhatrapur-intro: ସ୍ୱାୟତ୍ତ ଶାସନ ଦିବସ ଅବସରରେ ଛତ୍ରପୁର ବିଜ୍ଞାପିତ ଅଞ୍ଚଳ ପରିଷଦ ତରଫରୁ ସମସ୍ତ ଅଧିବାସୀଙ୍କୁ ହାର୍ଦ୍ଦିକ ଶୁଭେଚ୍ଛା ଓ ଅଭିନନ୍ଦନ । [395, 2038, 873, 2049]
list-item: 6. ବ୍ୟବସାୟ ପାଇଁ ଟ୍ରେଡ ଲାଇସେନ୍ସ (Trade License) ନିଅନ୍ତୁ । [28, 1425, 352, 1438]
kisku-caption: ଉତ୍ସବରେ ଉପସ୍ଥିତ ଅଭିଭାବକମାନେ । [955, 368, 1118, 381]
list-item: 8. ଗୃହପାଳିତ ପଶୁଙ୍କୁ ରାସ୍ତାରେ ଛାଡ଼ନ୍ତୁ ନାହିଁ । [411, 2159, 919, 2172]
list-item: 5. ପାନୀୟ ଜଳ ଯୋଗାଣ ବ୍ୟବସ୍ଥା କରାଯାଇଛି । [411, 1762, 919, 1775]
list-item: 1. ସହରକୁ ପରିଷ୍କାର ପରିଚ୍ଛନ୍ନ ରଖିବାରେ ସହଯୋଗ କରନ୍ତୁ । [411, 2054, 919, 2067]
kashinagar-sig3: ଶ୍ରୀ ଏସ୍. ରମେଶ ବାବୁ ଉପାଧ୍ୟକ୍ଷ [796, 1916, 881, 1938]
list-item: 8. ଗୃହପାଳିତ ପଶୁମାନଙ୍କୁ ରାସ୍ତାରେ ଛାଡ଼ି ଯାତାୟାତରେ ବାଧା ସୃଷ୍ଟି କରନ୍ତୁ ନାହିଁ । [411, 1288, 733, 1303]
purushottampur-sig1: ଶ୍ରୀ ମଧୁସୂଦନ ମହାରଣା କାର୍ଯ୍ୟନିର୍ବାହୀ ଅଧିକାରୀ [958, 1677, 1046, 1699]
byasanagar-ad [952, 1790, 1494, 2334]
dam-photo [250, 325, 480, 447]
list-item: 2. ହୋଟେଲ ଓ ଦୋକାନର ଆବର୍ଜନା ପୌର ପରିଷଦ ଗାଡ଼ିରେ ଦିଅନ୍ତୁ । [978, 1906, 1484, 1920]
masthead [0, 0, 1498, 142]
list-item: 3. ରାସ୍ତାରେ ଓ ଡ୍ରେନରେ ଆବର୍ଜନା ନ ଫିଙ୍ଗି ଡଷ୍ଟବିନ ବ୍ୟବହାର କରନ୍ତୁ । [411, 1203, 733, 1218]
list-item: 9. ସହର ସୁନ୍ଦରୀକରଣ କାର୍ଯ୍ୟ । [978, 2196, 1484, 2210]
purushottampur-photo-3 [1394, 1595, 1462, 1673]
byasanagar-works [954, 2068, 1492, 2242]
